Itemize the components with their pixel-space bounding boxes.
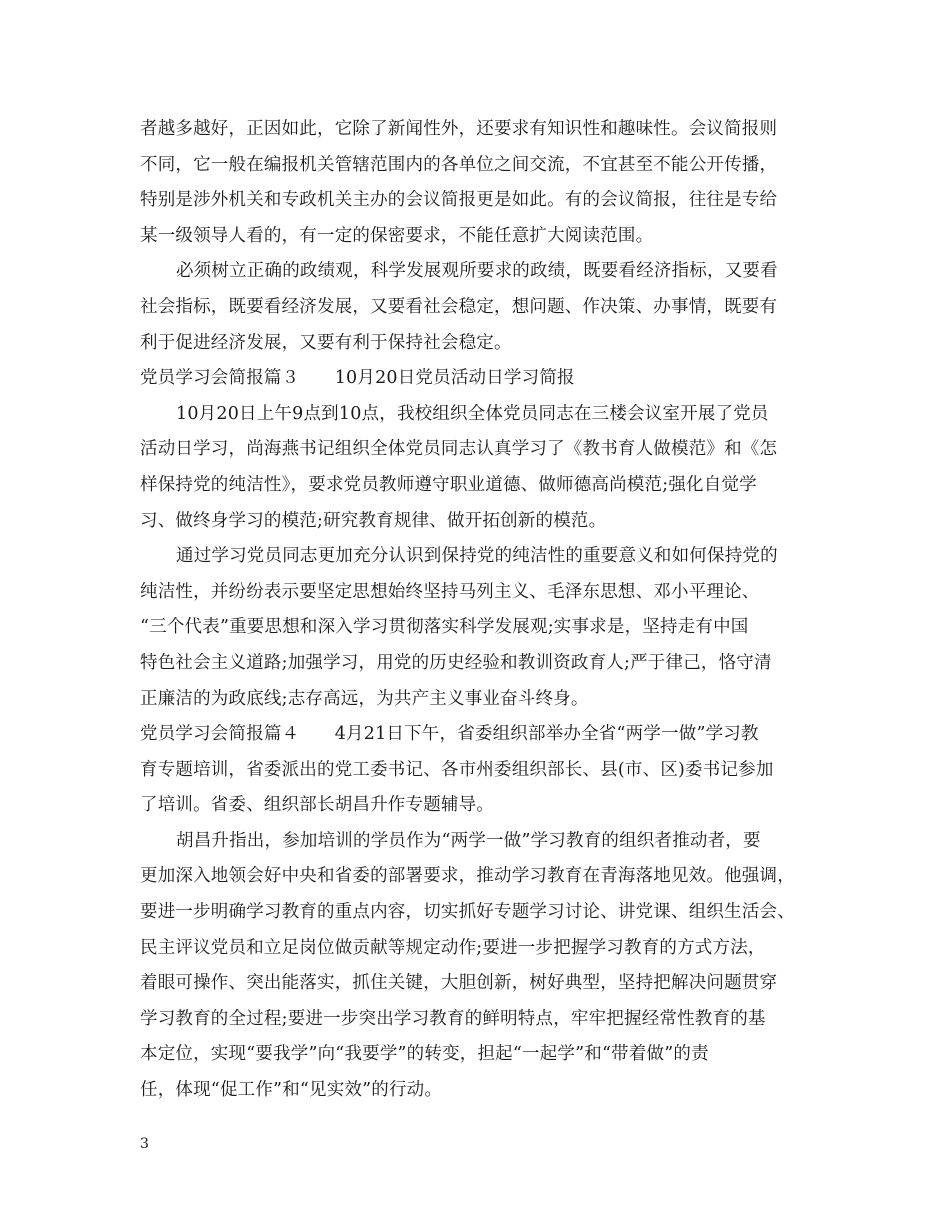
text-line: 正廉洁的为政底线;志存高远，为共产主义事业奋斗终身。	[140, 688, 589, 709]
text-line: 学习教育的全过程;要进一步突出学习教育的鲜明特点，牢牢把握经常性教育的基	[140, 1008, 766, 1029]
text-line: 育专题培训，省委派出的党工委书记、各市州委组织部长、县(市、区)委书记参加	[140, 759, 774, 780]
text-line: 10月20日上午9点到10点，我校组织全体党员同志在三楼会议室开展了党员	[176, 403, 769, 424]
text-line: 任，体现“促工作”和“见实效”的行动。	[140, 1080, 443, 1101]
text-line: 活动日学习，尚海燕书记组织全体党员同志认真学习了《教书育人做模范》和《怎	[140, 439, 778, 460]
text-line: 样保持党的纯洁性》，要求党员教师遵守职业道德、做师德高尚模范;强化自觉学	[140, 474, 757, 495]
text-line: 本定位，实现“要我学”向“我要学”的转变，担起“一起学”和“带着做”的责	[140, 1044, 709, 1065]
text-line: 特色社会主义道路;加强学习，用党的历史经验和教训资政育人;严于律己，恪守清	[140, 652, 772, 673]
text-line: 民主评议党员和立足岗位做贡献等规定动作;要进一步把握学习教育的方式方法，	[140, 937, 766, 958]
text-line: 社会指标，既要看经济发展，又要看社会稳定，想问题、作决策、办事情，既要有	[140, 296, 778, 317]
document-body	[140, 112, 820, 1109]
text-line: 更加深入地领会好中央和省委的部署要求，推动学习教育在青海落地见效。他强调，	[140, 866, 795, 887]
text-line: 胡昌升指出，参加培训的学员作为“两学一做”学习教育的组织者推动者，要	[176, 830, 761, 851]
text-line: 通过学习党员同志更加充分认识到保持党的纯洁性的重要意义和如何保持党的	[176, 546, 778, 567]
text-line: 习、做终身学习的模范;研究教育规律、做开拓创新的模范。	[140, 510, 607, 531]
text-line: “三个代表”重要思想和深入学习贯彻落实科学发展观;实事求是，坚持走有中国	[140, 617, 749, 638]
text-line: 特别是涉外机关和专政机关主办的会议简报更是如此。有的会议简报，往往是专给	[140, 190, 778, 211]
page-number: 3	[140, 1136, 149, 1152]
text-line: 某一级领导人看的，有一定的保密要求，不能任意扩大阅读范围。	[140, 225, 654, 246]
text-line: 不同，它一般在编报机关管辖范围内的各单位之间交流，不宜甚至不能公开传播，	[140, 154, 778, 175]
text-line: 要进一步明确学习教育的重点内容，切实抓好专题学习讨论、讲党课、组织生活会、	[140, 902, 795, 923]
text-line: 着眼可操作、突出能落实，抓住关键，大胆创新，树好典型，坚持把解决问题贯穿	[140, 973, 778, 994]
text-line: 纯洁性，并纷纷表示要坚定思想始终坚持马列主义、毛泽东思想、邓小平理论、	[140, 581, 760, 602]
text-line: 党员学习会简报篇４ 4月21日下午，省委组织部举办全省“两学一做”学习教	[140, 724, 759, 745]
text-line: 者越多越好，正因如此，它除了新闻性外，还要求有知识性和趣味性。会议简报则	[140, 119, 778, 139]
text-line: 了培训。省委、组织部长胡昌升作专题辅导。	[140, 795, 494, 816]
text-line: 党员学习会简报篇３ 10月20日党员活动日学习简报	[140, 368, 575, 389]
text-line: 利于促进经济发展，又要有利于保持社会稳定。	[140, 332, 512, 353]
text-line: 必须树立正确的政绩观，科学发展观所要求的政绩，既要看经济指标，又要看	[176, 261, 778, 282]
